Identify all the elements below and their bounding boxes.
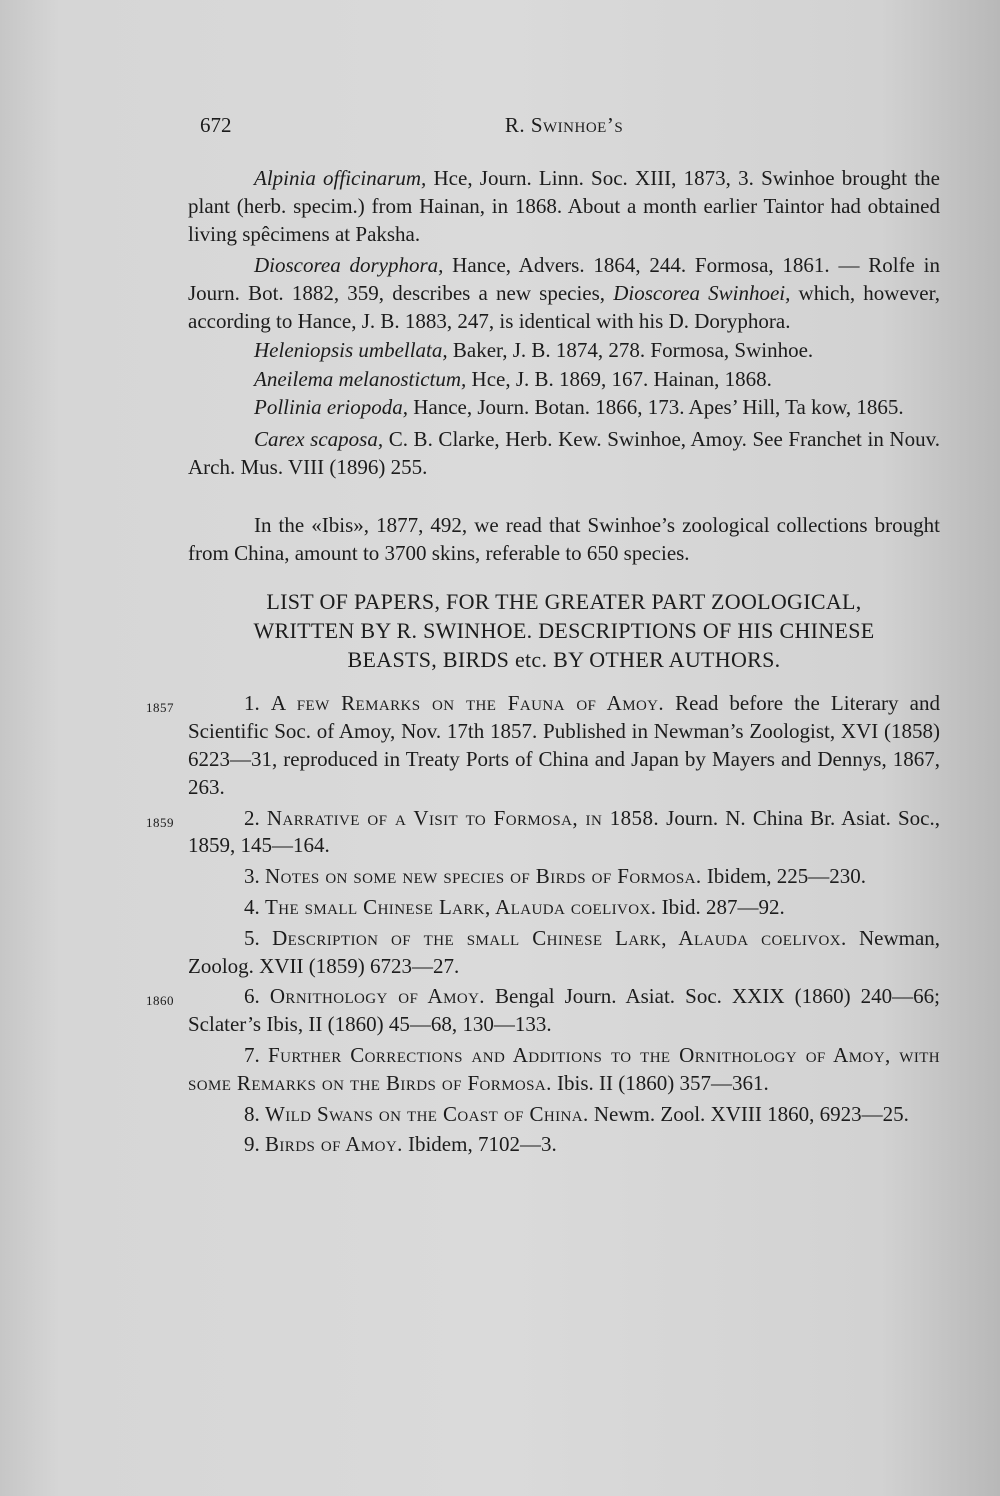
entry-number: 1. [244,691,260,716]
species-paragraph [188,366,940,394]
entry-citation: Ibidem, 225—230. [701,864,867,889]
entry-citation: Journ. N. China Br. Asiat. Soc., 1859, 145—164. [188,805,941,858]
margin-year: 1857 [146,700,174,716]
list-heading [188,587,940,674]
entry-citation: Read before the Literary and Scientific Soc. of Amoy, Nov. 17th 1857. Published in Newman’s Zoologist, XVI (1858) 6223—31, reproduced in Treaty Ports of China and Japan by Mayers and Dennys, 1867, 263. [188,691,940,799]
page-number: 672 [200,113,232,137]
entry-title: A few Remarks on the Fauna of Amoy. [270,691,665,716]
species-paragraph [188,252,940,335]
entry-number: 3. [244,864,260,889]
entry-title: Wild Swans on the Coast of China. [265,1101,589,1126]
entry-number: 2. [244,805,260,830]
entry-number: 8. [244,1101,260,1126]
species-name: Alpinia officinarum, [254,166,427,190]
entry-title: Notes on some new species of Birds of Formosa. [265,864,702,889]
species-paragraph [188,426,940,482]
list-heading-line: BEASTS, BIRDS etc. BY OTHER AUTHORS. [347,647,781,673]
paper-entry [146,805,941,861]
paper-entry [188,1042,940,1098]
entry-number: 7. [244,1042,260,1067]
entry-title: Ornithology of Amoy. [269,984,485,1009]
species-paragraph [188,394,940,422]
page-body [146,165,941,1159]
paper-entry [146,983,940,1039]
paper-entry [188,863,940,891]
entry-number: 4. [244,894,260,919]
entry-citation: Bengal Journ. Asiat. Soc. XXIX (1860) 240—66; Sclater’s Ibis, II (1860) 45—68, 130—133. [188,984,940,1037]
entry-citation: Ibidem, 7102—3. [402,1132,557,1157]
species-name: Aneilema melanostictum, [254,366,467,391]
margin-year: 1859 [146,814,174,830]
list-heading-line: WRITTEN BY R. SWINHOE. DESCRIPTIONS OF HIS CHINESE [253,618,875,644]
citation-text: Hance, Advers. 1864, 244. Formosa, 1861. — Rolfe in Journ. Bot. 1882, 359, describes a new species, [188,253,940,306]
paper-entry [146,690,940,801]
species-name: Dioscorea doryphora, [254,253,444,278]
entry-citation: Newman, Zoolog. XVII (1859) 6723—27. [188,925,941,978]
margin-year: 1860 [146,993,174,1009]
entry-title: Narrative of a Visit to Formosa, in 1858. [266,805,660,830]
citation-text: Baker, J. B. 1874, 278. Formosa, Swinhoe. [447,337,814,362]
entry-title: Birds of Amoy. [265,1132,403,1157]
species-paragraph [188,337,940,365]
entry-number: 5. [244,925,260,950]
citation-text: Hce, J. B. 1869, 167. Hainan, 1868. [466,366,772,391]
entry-title: The small Chinese Lark, Alauda coelivox. [265,894,657,919]
citation-text: Hce, Journ. Linn. Soc. XIII, 1873, 3. Swinhoe brought the plant (herb. specim.) from Hainan, in 1868. About a month earlier Taintor had obtained living spêcimens at Paksha. [188,166,940,246]
entry-citation: Newm. Zool. XVIII 1860, 6923—25. [588,1101,909,1126]
species-paragraph [188,165,940,248]
entry-title: Description of the small Chinese Lark, Alauda coelivox. [272,925,847,950]
paper-entry [188,894,940,922]
species-name: Heleniopsis umbellata, [254,337,448,362]
entry-number: 9. [244,1132,260,1157]
list-heading-line: LIST OF PAPERS, FOR THE GREATER PART ZOOLOGICAL, [266,589,862,615]
species-name: Pollinia eriopoda, [254,395,408,420]
citation-text: C. B. Clarke, Herb. Kew. Swinhoe, Amoy. See Franchet in Nouv. Arch. Mus. VIII (1896) 255. [188,427,940,479]
page-header [188,113,940,149]
paper-entry [188,925,940,981]
entry-citation: Ibis. II (1860) 357—361. [551,1070,769,1095]
ibis-paragraph: In the «Ibis», 1877, 492, we read that Swinhoe’s zoological collections brought from China, amount to 3700 skins, referable to 650 species. [188,512,940,565]
citation-text: which, however, according to Hance, J. B. 1883, 247, is identical with his D. Doryphora. [188,281,941,333]
paper-entry [188,1131,940,1159]
paper-list [146,690,941,1159]
species-name: Dioscorea Swinhoei, [613,281,791,306]
running-head: R. Swinhoe’s [504,113,624,137]
entry-citation: Ibid. 287—92. [656,894,785,919]
entry-number: 6. [244,984,260,1009]
paper-entry [188,1101,940,1129]
citation-text: Hance, Journ. Botan. 1866, 173. Apes’ Hill, Ta kow, 1865. [408,395,904,420]
species-name: Carex scaposa, [254,427,384,452]
entry-title: Further Corrections and Additions to the Ornithology of Amoy, with some Remarks on the Birds of Formosa. [188,1042,941,1095]
